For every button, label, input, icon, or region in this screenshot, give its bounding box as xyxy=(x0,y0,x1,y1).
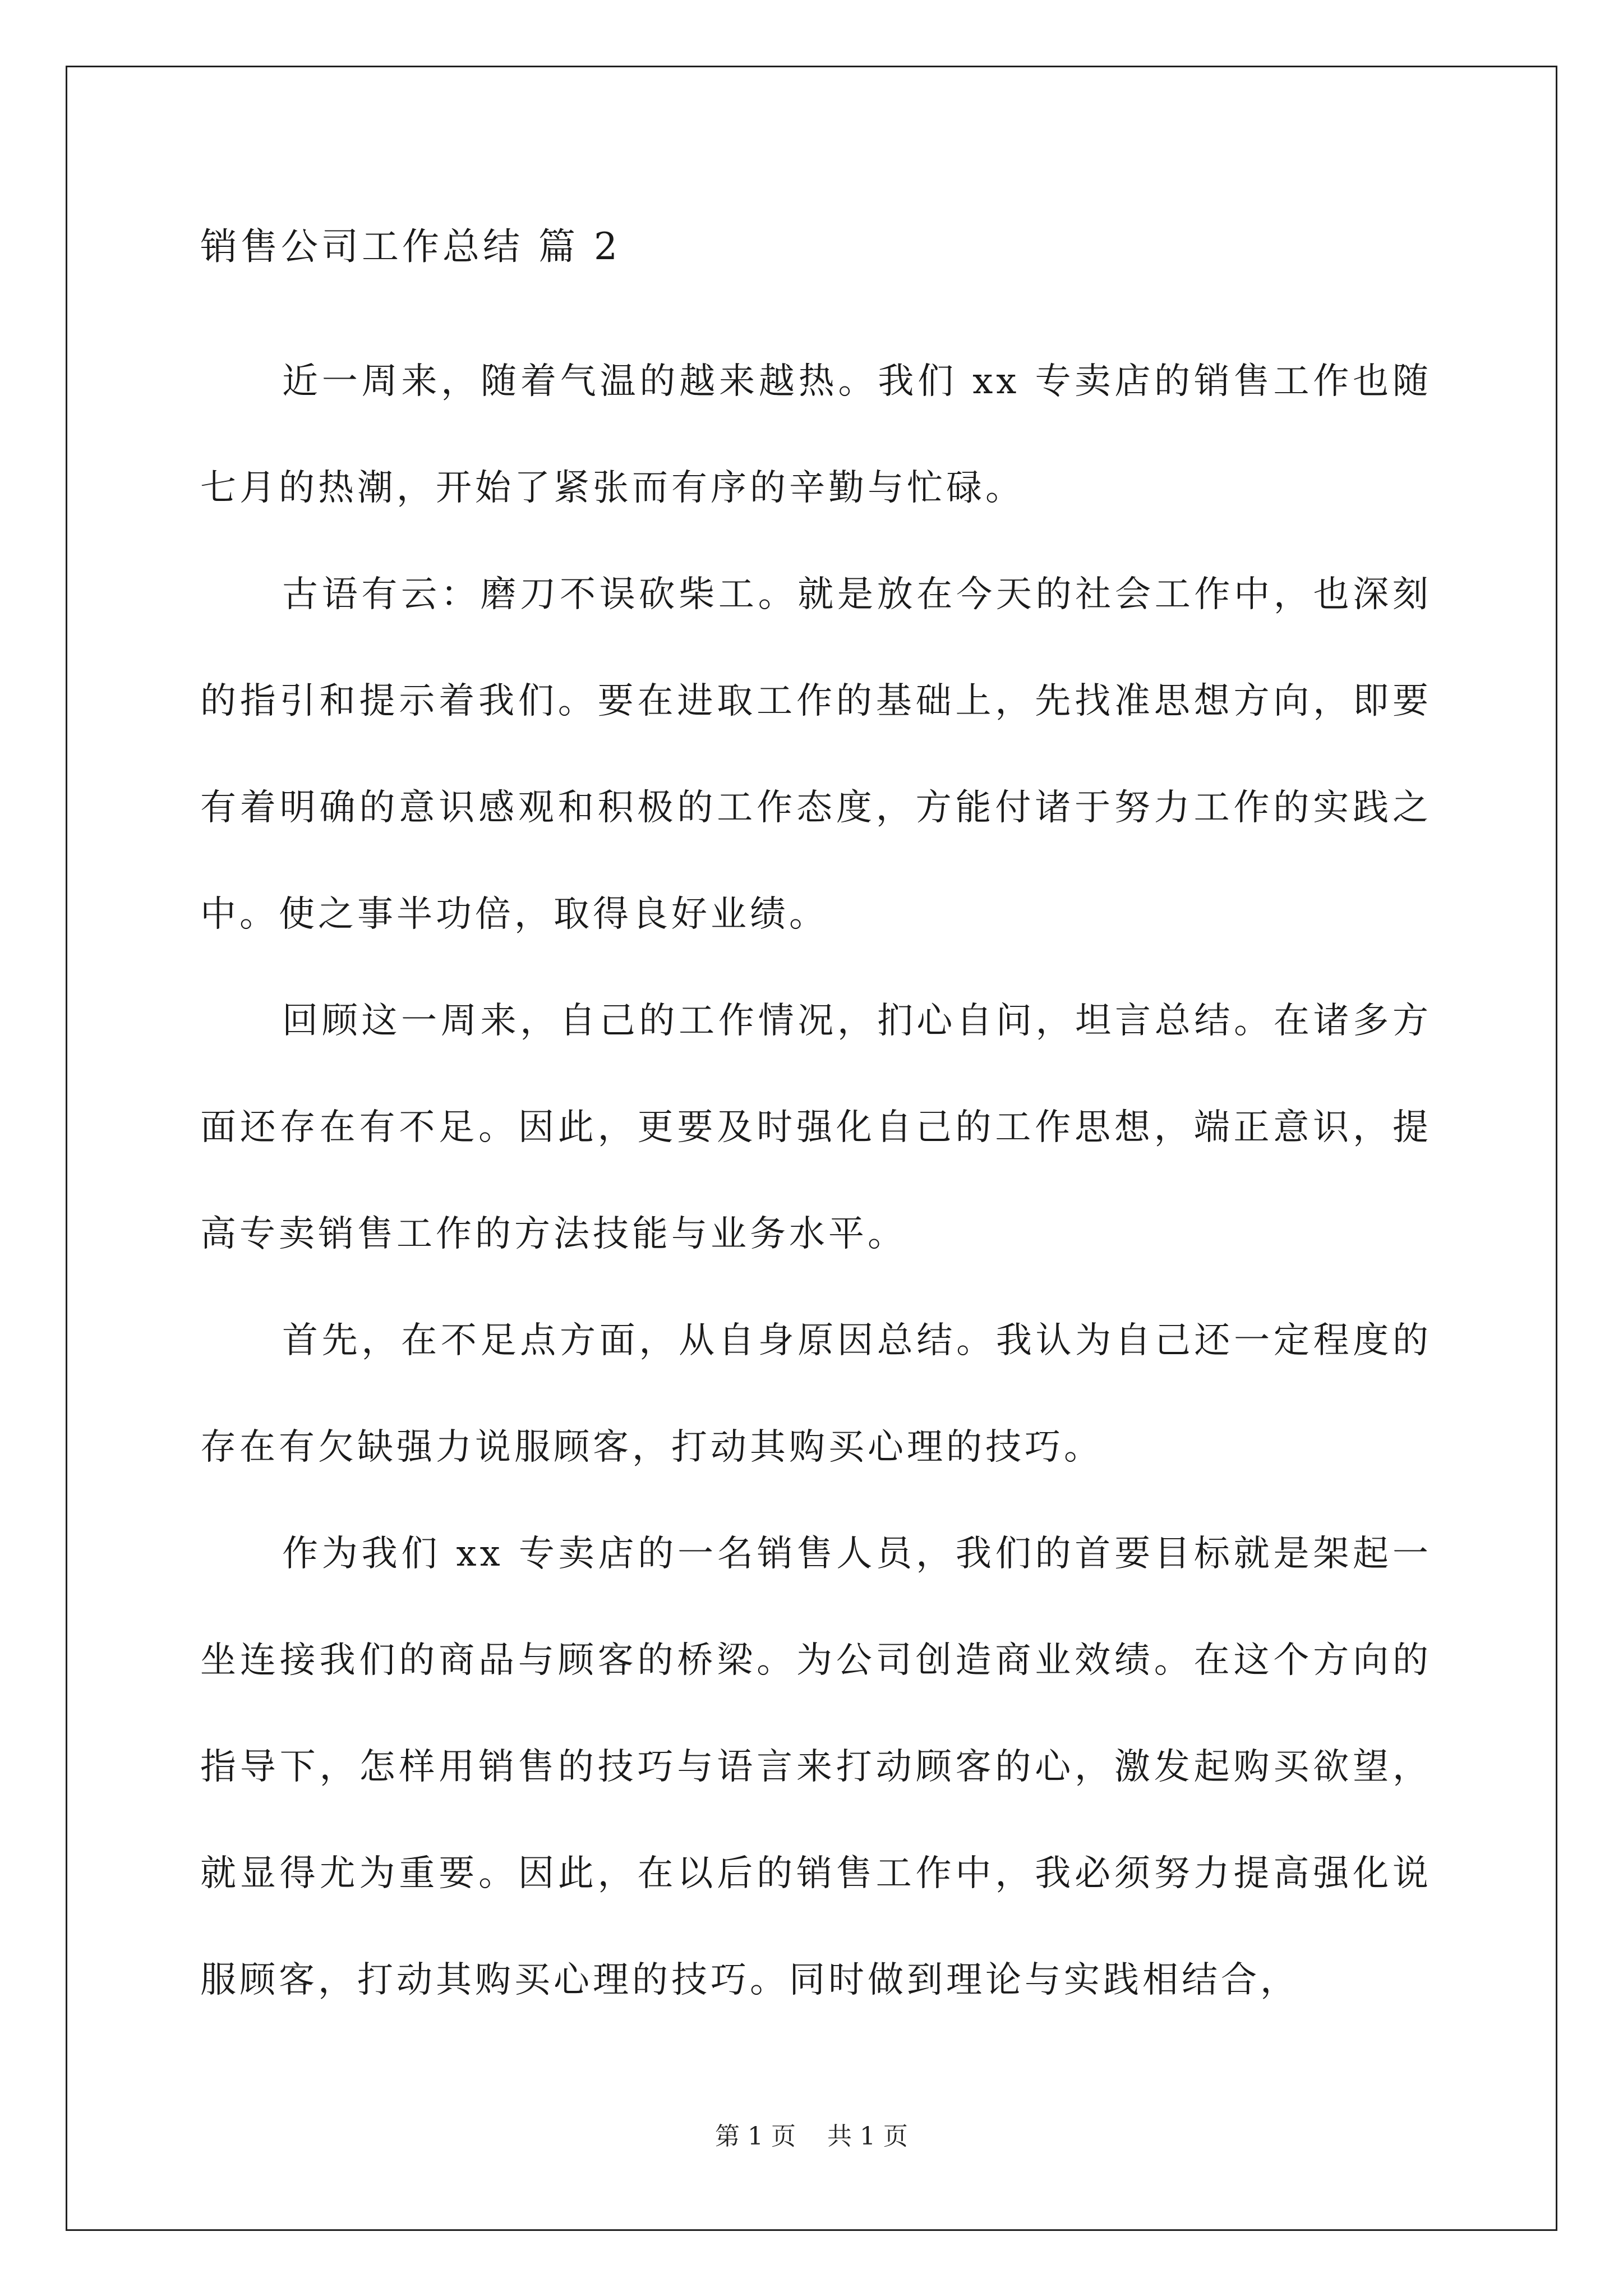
paragraph-5: 作为我们 xx 专卖店的一名销售人员，我们的首要目标就是架起一坐连接我们的商品与顾客的桥梁。为公司创造商业效绩。在这个方向的指导下，怎样用销售的技巧与语言来打动顾客的心，激发起购买欲望，就显得尤为重要。因此，在以后的销售工作中，我必须努力提高强化说服顾客，打动其购买心理的技巧。同时做到理论与实践相结合， xyxy=(200,1533,1432,2001)
paragraph-3: 回顾这一周来，自己的工作情况，扪心自问，坦言总结。在诸多方面还存在有不足。因此，更要及时强化自己的工作思想，端正意识，提高专卖销售工作的方法技能与业务水平。 xyxy=(200,1000,1432,1255)
document-body xyxy=(200,222,1432,2033)
paragraph-2: 古语有云：磨刀不误砍柴工。就是放在今天的社会工作中，也深刻的指引和提示着我们。要在进取工作的基础上，先找准思想方向，即要有着明确的意识感观和积极的工作态度，方能付诸于努力工作的实践之中。使之事半功倍，取得良好业绩。 xyxy=(200,574,1432,935)
paragraph-4: 首先，在不足点方面，从自身原因总结。我认为自己还一定程度的存在有欠缺强力说服顾客，打动其购买心理的技巧。 xyxy=(200,1320,1432,1468)
document-title: 销售公司工作总结 篇 2 xyxy=(200,225,621,268)
paragraph-1: 近一周来，随着气温的越来越热。我们 xx 专卖店的销售工作也随七月的热潮，开始了紧张而有序的辛勤与忙碌。 xyxy=(200,361,1432,509)
page-footer: 第 1 页 共 1 页 xyxy=(715,2122,908,2151)
